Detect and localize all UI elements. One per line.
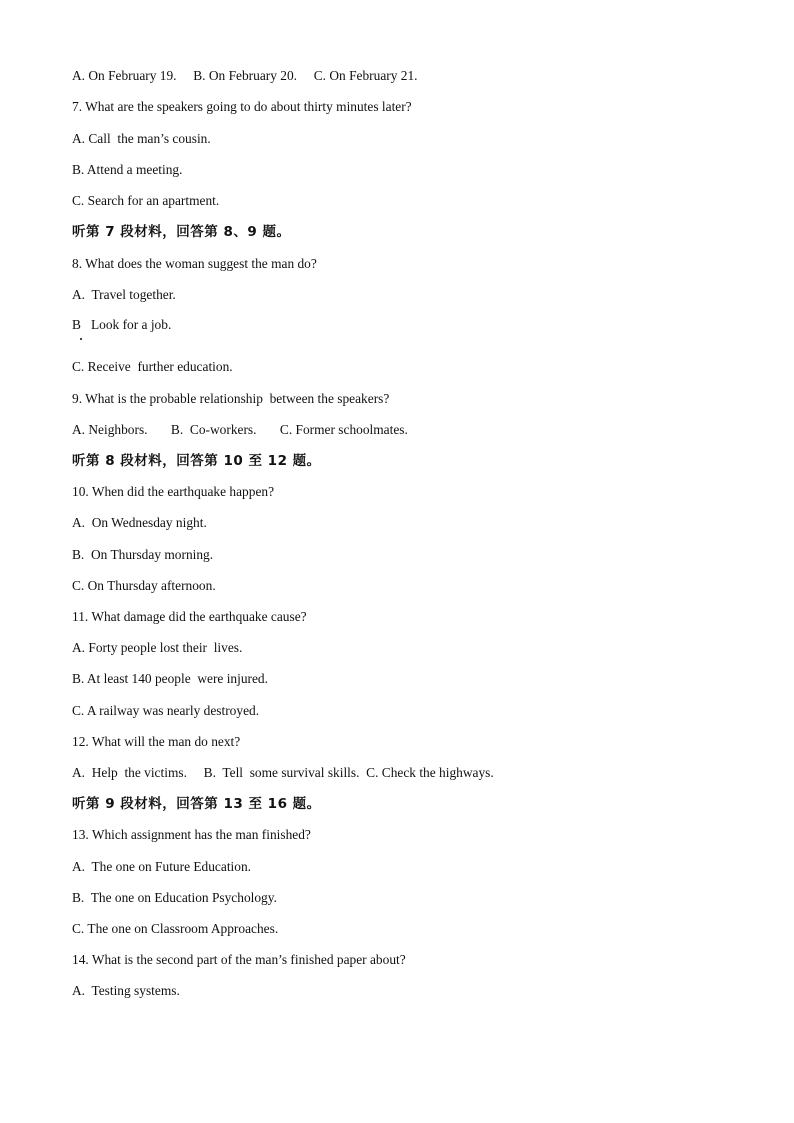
q11-option-c: C. A railway was nearly destroyed. [72, 703, 260, 718]
q14-question: 14. What is the second part of the man’s finished paper about? [72, 952, 406, 967]
q7-question: 7. What are the speakers going to do about thirty minutes later? [72, 99, 412, 114]
q13-option-b: B. The one on Education Psychology. [72, 890, 277, 905]
q10-option-c: C. On Thursday afternoon. [72, 578, 216, 593]
q9-question: 9. What is the probable relationship between the speakers? [72, 391, 390, 406]
q7-option-a: A. Call the man’s cousin. [72, 131, 211, 146]
q8-option-a: A. Travel together. [72, 287, 176, 302]
q10-option-b: B. On Thursday morning. [72, 547, 214, 562]
q11-option-a: A. Forty people lost their lives. [72, 640, 243, 655]
q13-option-c: C. The one on Classroom Approaches. [72, 921, 279, 936]
q8-option-b: B Look for a job. [72, 317, 172, 332]
stray-dot [80, 338, 82, 340]
section-heading-7: 听第 7 段材料，回答第 8、9 题。 [72, 224, 291, 240]
q8-question: 8. What does the woman suggest the man do? [72, 256, 317, 271]
q8-option-c: C. Receive further education. [72, 359, 233, 374]
q7-option-b: B. Attend a meeting. [72, 162, 183, 177]
section-heading-9: 听第 9 段材料，回答第 13 至 16 题。 [72, 796, 321, 812]
q13-question: 13. Which assignment has the man finished? [72, 827, 311, 842]
section-heading-8: 听第 8 段材料，回答第 10 至 12 题。 [72, 453, 321, 469]
q6-options: A. On February 19. B. On February 20. C. On February 21. [72, 68, 418, 83]
q11-option-b: B. At least 140 people were injured. [72, 671, 268, 686]
q13-option-a: A. The one on Future Education. [72, 859, 252, 874]
q9-options: A. Neighbors. B. Co-workers. C. Former schoolmates. [72, 422, 408, 437]
q12-question: 12. What will the man do next? [72, 734, 241, 749]
q12-options: A. Help the victims. B. Tell some survival skills. C. Check the highways. [72, 765, 494, 780]
q10-question: 10. When did the earthquake happen? [72, 484, 275, 499]
q14-option-a: A. Testing systems. [72, 983, 180, 998]
q7-option-c: C. Search for an apartment. [72, 193, 220, 208]
q10-option-a: A. On Wednesday night. [72, 515, 207, 530]
q11-question: 11. What damage did the earthquake cause? [72, 609, 307, 624]
